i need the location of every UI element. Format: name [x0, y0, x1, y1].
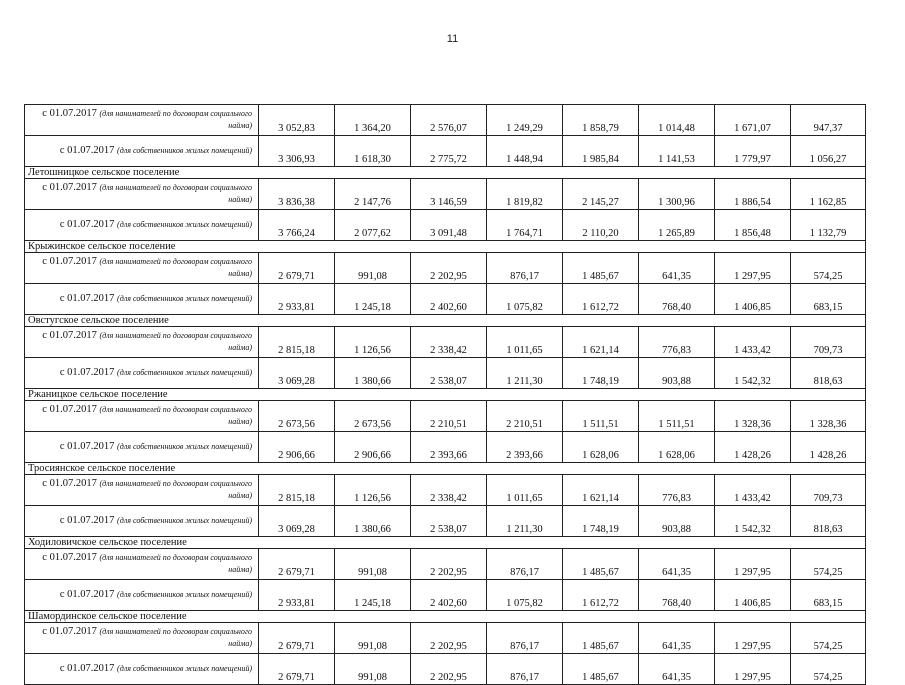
value-cell: 876,17: [487, 623, 563, 654]
row-note: (для собственников жилых помещений): [117, 368, 252, 377]
value-cell: 947,37: [791, 105, 866, 136]
row-note: (для собственников жилых помещений): [117, 146, 252, 155]
value-cell: 2 538,07: [411, 358, 487, 389]
table-row: [25, 358, 866, 389]
value-cell: 1 328,36: [715, 401, 791, 432]
value-cell: 1 297,95: [715, 654, 791, 685]
row-label: [25, 549, 259, 580]
table-row: [25, 284, 866, 315]
value-cell: 2 210,51: [411, 401, 487, 432]
table-row: [25, 654, 866, 685]
section-row: [25, 463, 866, 475]
value-cell: 2 147,76: [335, 179, 411, 210]
row-note: (для нанимателей по договорам социального найма): [99, 479, 252, 500]
value-cell: 1 886,54: [715, 179, 791, 210]
value-cell: 991,08: [335, 549, 411, 580]
value-cell: 876,17: [487, 253, 563, 284]
row-label: [25, 654, 259, 685]
value-cell: 2 393,66: [411, 432, 487, 463]
value-cell: 709,73: [791, 327, 866, 358]
value-cell: 768,40: [639, 284, 715, 315]
value-cell: 3 052,83: [259, 105, 335, 136]
value-cell: 2 145,27: [563, 179, 639, 210]
value-cell: 641,35: [639, 623, 715, 654]
value-cell: 2 775,72: [411, 136, 487, 167]
table-row: [25, 549, 866, 580]
section-title: Летошницкое сельское поселение: [25, 167, 866, 179]
row-label: [25, 136, 259, 167]
value-cell: 1 542,32: [715, 506, 791, 537]
value-cell: 1 162,85: [791, 179, 866, 210]
value-cell: 1 819,82: [487, 179, 563, 210]
value-cell: 1 428,26: [715, 432, 791, 463]
table-row: [25, 432, 866, 463]
value-cell: 2 077,62: [335, 210, 411, 241]
value-cell: 2 338,42: [411, 475, 487, 506]
value-cell: 2 338,42: [411, 327, 487, 358]
row-label: [25, 401, 259, 432]
value-cell: 1 856,48: [715, 210, 791, 241]
value-cell: 1 380,66: [335, 506, 411, 537]
value-cell: 3 146,59: [411, 179, 487, 210]
value-cell: 776,83: [639, 327, 715, 358]
value-cell: 1 448,94: [487, 136, 563, 167]
value-cell: 1 511,51: [639, 401, 715, 432]
value-cell: 1 141,53: [639, 136, 715, 167]
row-label: [25, 105, 259, 136]
value-cell: 1 612,72: [563, 284, 639, 315]
tariff-table: [24, 104, 866, 685]
value-cell: 574,25: [791, 253, 866, 284]
value-cell: 1 297,95: [715, 623, 791, 654]
value-cell: 1 858,79: [563, 105, 639, 136]
value-cell: 3 836,38: [259, 179, 335, 210]
value-cell: 2 679,71: [259, 623, 335, 654]
row-note: (для собственников жилых помещений): [117, 516, 252, 525]
row-note: (для нанимателей по договорам социального найма): [99, 405, 252, 426]
value-cell: 2 110,20: [563, 210, 639, 241]
value-cell: 641,35: [639, 549, 715, 580]
section-row: [25, 611, 866, 623]
value-cell: 2 202,95: [411, 549, 487, 580]
value-cell: 2 815,18: [259, 327, 335, 358]
table-body: [25, 105, 866, 685]
table-row: [25, 253, 866, 284]
row-date: с 01.07.2017: [59, 367, 115, 378]
value-cell: 1 764,71: [487, 210, 563, 241]
value-cell: 1 748,19: [563, 358, 639, 389]
value-cell: 1 985,84: [563, 136, 639, 167]
row-label: [25, 210, 259, 241]
row-date: с 01.07.2017: [59, 589, 115, 600]
row-date: с 01.07.2017: [42, 404, 97, 415]
value-cell: 1 406,85: [715, 580, 791, 611]
value-cell: 903,88: [639, 358, 715, 389]
section-row: [25, 389, 866, 401]
value-cell: 1 628,06: [639, 432, 715, 463]
value-cell: 1 211,30: [487, 358, 563, 389]
value-cell: 1 380,66: [335, 358, 411, 389]
value-cell: 1 297,95: [715, 549, 791, 580]
row-note: (для нанимателей по договорам социального найма): [99, 257, 252, 278]
value-cell: 1 011,65: [487, 475, 563, 506]
value-cell: 2 576,07: [411, 105, 487, 136]
table-row: [25, 401, 866, 432]
value-cell: 1 485,67: [563, 623, 639, 654]
page-number: 11: [446, 33, 459, 45]
value-cell: 1 297,95: [715, 253, 791, 284]
value-cell: 574,25: [791, 623, 866, 654]
value-cell: 3 306,93: [259, 136, 335, 167]
row-note: (для нанимателей по договорам социального найма): [99, 109, 252, 130]
row-date: с 01.07.2017: [59, 219, 115, 230]
section-row: [25, 241, 866, 253]
value-cell: 991,08: [335, 654, 411, 685]
value-cell: 2 933,81: [259, 284, 335, 315]
value-cell: 1 075,82: [487, 580, 563, 611]
value-cell: 2 393,66: [487, 432, 563, 463]
row-date: с 01.07.2017: [42, 108, 97, 119]
value-cell: 1 433,42: [715, 327, 791, 358]
value-cell: 2 202,95: [411, 654, 487, 685]
value-cell: 1 211,30: [487, 506, 563, 537]
value-cell: 1 056,27: [791, 136, 866, 167]
value-cell: 1 612,72: [563, 580, 639, 611]
value-cell: 3 091,48: [411, 210, 487, 241]
value-cell: 3 766,24: [259, 210, 335, 241]
value-cell: 1 132,79: [791, 210, 866, 241]
row-note: (для собственников жилых помещений): [117, 590, 252, 599]
value-cell: 903,88: [639, 506, 715, 537]
value-cell: 1 628,06: [563, 432, 639, 463]
value-cell: 1 671,07: [715, 105, 791, 136]
value-cell: 2 673,56: [259, 401, 335, 432]
row-label: [25, 580, 259, 611]
value-cell: 1 621,14: [563, 475, 639, 506]
value-cell: 768,40: [639, 580, 715, 611]
value-cell: 1 406,85: [715, 284, 791, 315]
value-cell: 1 265,89: [639, 210, 715, 241]
value-cell: 3 069,28: [259, 358, 335, 389]
value-cell: 991,08: [335, 253, 411, 284]
value-cell: 1 011,65: [487, 327, 563, 358]
value-cell: 641,35: [639, 253, 715, 284]
section-title: Овстугское сельское поселение: [25, 315, 866, 327]
value-cell: 3 069,28: [259, 506, 335, 537]
table-row: [25, 506, 866, 537]
value-cell: 1 075,82: [487, 284, 563, 315]
value-cell: 2 906,66: [259, 432, 335, 463]
value-cell: 1 485,67: [563, 549, 639, 580]
value-cell: 2 679,71: [259, 654, 335, 685]
value-cell: 2 673,56: [335, 401, 411, 432]
row-date: с 01.07.2017: [59, 145, 115, 156]
row-date: с 01.07.2017: [42, 626, 97, 637]
value-cell: 776,83: [639, 475, 715, 506]
value-cell: 1 364,20: [335, 105, 411, 136]
value-cell: 2 815,18: [259, 475, 335, 506]
section-title: Тросиянское сельское поселение: [25, 463, 866, 475]
value-cell: 709,73: [791, 475, 866, 506]
value-cell: 641,35: [639, 654, 715, 685]
section-row: [25, 167, 866, 179]
value-cell: 1 485,67: [563, 253, 639, 284]
section-title: Ржаницкое сельское поселение: [25, 389, 866, 401]
section-title: Ходиловичское сельское поселение: [25, 537, 866, 549]
value-cell: 2 906,66: [335, 432, 411, 463]
row-date: с 01.07.2017: [42, 478, 97, 489]
section-row: [25, 537, 866, 549]
row-label: [25, 475, 259, 506]
value-cell: 2 202,95: [411, 623, 487, 654]
table-row: [25, 136, 866, 167]
value-cell: 818,63: [791, 358, 866, 389]
row-note: (для собственников жилых помещений): [117, 664, 252, 673]
value-cell: 1 433,42: [715, 475, 791, 506]
value-cell: 2 679,71: [259, 253, 335, 284]
section-row: [25, 315, 866, 327]
value-cell: 574,25: [791, 549, 866, 580]
row-label: [25, 327, 259, 358]
value-cell: 1 249,29: [487, 105, 563, 136]
value-cell: 1 300,96: [639, 179, 715, 210]
row-date: с 01.07.2017: [59, 293, 115, 304]
value-cell: 683,15: [791, 580, 866, 611]
row-date: с 01.07.2017: [42, 182, 97, 193]
table-row: [25, 475, 866, 506]
value-cell: 1 621,14: [563, 327, 639, 358]
value-cell: 2 679,71: [259, 549, 335, 580]
row-note: (для собственников жилых помещений): [117, 220, 252, 229]
section-title: Шамординское сельское поселение: [25, 611, 866, 623]
row-note: (для собственников жилых помещений): [117, 442, 252, 451]
table-row: [25, 580, 866, 611]
value-cell: 683,15: [791, 284, 866, 315]
row-note: (для собственников жилых помещений): [117, 294, 252, 303]
value-cell: 991,08: [335, 623, 411, 654]
value-cell: 1 618,30: [335, 136, 411, 167]
value-cell: 1 428,26: [791, 432, 866, 463]
value-cell: 1 245,18: [335, 284, 411, 315]
value-cell: 1 485,67: [563, 654, 639, 685]
value-cell: 2 402,60: [411, 580, 487, 611]
value-cell: 876,17: [487, 654, 563, 685]
table-row: [25, 327, 866, 358]
row-label: [25, 358, 259, 389]
value-cell: 1 779,97: [715, 136, 791, 167]
value-cell: 876,17: [487, 549, 563, 580]
value-cell: 818,63: [791, 506, 866, 537]
row-label: [25, 506, 259, 537]
row-label: [25, 623, 259, 654]
value-cell: 2 202,95: [411, 253, 487, 284]
row-date: с 01.07.2017: [59, 663, 115, 674]
row-note: (для нанимателей по договорам социального найма): [99, 331, 252, 352]
value-cell: 1 245,18: [335, 580, 411, 611]
row-date: с 01.07.2017: [42, 330, 97, 341]
value-cell: 1 014,48: [639, 105, 715, 136]
table-row: [25, 210, 866, 241]
value-cell: 2 933,81: [259, 580, 335, 611]
table-row: [25, 179, 866, 210]
value-cell: 1 748,19: [563, 506, 639, 537]
value-cell: 1 542,32: [715, 358, 791, 389]
row-label: [25, 253, 259, 284]
row-date: с 01.07.2017: [59, 515, 115, 526]
row-date: с 01.07.2017: [42, 552, 97, 563]
row-date: с 01.07.2017: [59, 441, 115, 452]
value-cell: 1 328,36: [791, 401, 866, 432]
value-cell: 574,25: [791, 654, 866, 685]
row-note: (для нанимателей по договорам социального найма): [99, 627, 252, 648]
table-row: [25, 623, 866, 654]
value-cell: 1 126,56: [335, 327, 411, 358]
value-cell: 1 511,51: [563, 401, 639, 432]
value-cell: 2 538,07: [411, 506, 487, 537]
row-label: [25, 179, 259, 210]
table-row: [25, 105, 866, 136]
value-cell: 2 210,51: [487, 401, 563, 432]
row-label: [25, 284, 259, 315]
row-label: [25, 432, 259, 463]
row-note: (для нанимателей по договорам социального найма): [99, 183, 252, 204]
value-cell: 2 402,60: [411, 284, 487, 315]
row-note: (для нанимателей по договорам социального найма): [99, 553, 252, 574]
value-cell: 1 126,56: [335, 475, 411, 506]
row-date: с 01.07.2017: [42, 256, 97, 267]
section-title: Крыжинское сельское поселение: [25, 241, 866, 253]
